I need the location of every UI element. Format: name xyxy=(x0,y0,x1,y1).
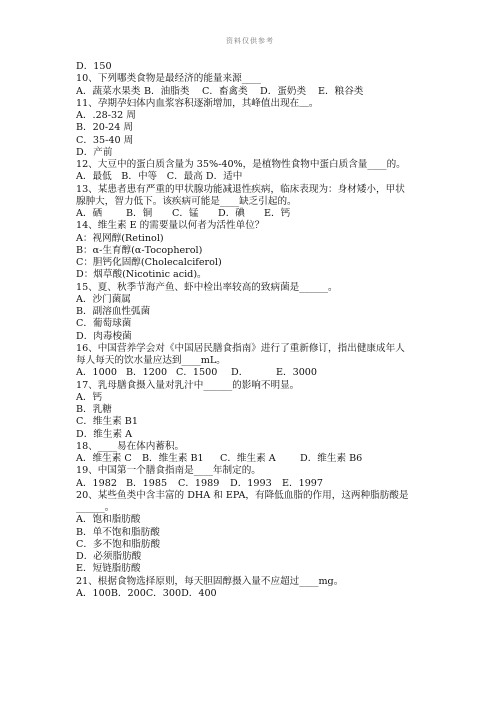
question-stem: 10、下列哪类食物是最经济的能量来源____ xyxy=(76,73,261,85)
option-item: C．1989 xyxy=(178,477,220,489)
option-item: B．1200 xyxy=(126,367,168,379)
option-item: C．维生素 A xyxy=(220,453,276,464)
text-line: A．沙门菌属 xyxy=(76,293,131,305)
option-item: D．蛋奶类 xyxy=(260,85,307,97)
option-item: B．200 xyxy=(110,587,146,599)
text-line: B．乳糖 xyxy=(76,404,112,415)
question-stem: 11、孕期孕妇体内血浆容积逐渐增加，其峰值出现在＿。 xyxy=(76,97,319,109)
option-row xyxy=(76,453,428,465)
question-stem: 17、乳母膳食摄入量对乳汁中______的影响不明显。 xyxy=(76,379,300,391)
option-item: C．畜禽类 xyxy=(202,85,248,97)
text-line: B．副溶血性弧菌 xyxy=(76,306,151,317)
option-item: D．1993 xyxy=(230,477,272,489)
text-line: D．150 xyxy=(76,61,112,72)
text-line: C．35-40 周 xyxy=(76,134,134,146)
option-item: B．维生素 B1 xyxy=(142,453,204,464)
option-item: D．维生素 B6 xyxy=(300,453,363,464)
text-line: C：胆钙化固醇(Cholecalciferol) xyxy=(76,257,222,268)
text-line: B：α-生育醇(α-Tocopherol) xyxy=(76,244,203,256)
text-line: D．肉毒梭菌 xyxy=(76,330,132,342)
exam-content xyxy=(76,61,428,600)
option-item: D．碘 xyxy=(218,208,245,219)
question-stem: 13、某患者患有严重的甲状腺功能减退性疾病，临床表现为：身材矮小，甲状 xyxy=(76,183,405,195)
question-stem: 18、____易在体内蓄积。 xyxy=(76,440,185,452)
option-item: E．粮谷类 xyxy=(318,85,364,97)
option-item: E．钙 xyxy=(264,208,291,219)
text-line: C．葡萄球菌 xyxy=(76,318,132,330)
option-item: B．油脂类 xyxy=(144,85,190,97)
text-line: ______。 xyxy=(76,502,115,513)
text-line: A．饱和脂肪酸 xyxy=(76,514,141,526)
text-line: 每人每天的饮水量应达到____mL。 xyxy=(76,355,226,366)
text-line: C．多不饱和脂肪酸 xyxy=(76,538,161,550)
text-line: A．最低 B．中等 C．最高 D．适中 xyxy=(76,171,243,183)
text-line: D．维生素 A xyxy=(76,428,133,440)
question-stem: 21、根据食物选择原则，每天胆固醇摄入量不应超过____mg。 xyxy=(76,575,344,587)
option-item: E．3000 xyxy=(276,367,318,379)
option-item: A．蔬菜水果类 xyxy=(76,85,141,97)
question-stem: 20、某些鱼类中含丰富的 DHA 和 EPA，有降低血脂的作用，这两种脂肪酸是 xyxy=(76,489,409,501)
text-line: D．产前 xyxy=(76,146,113,158)
text-line: B．20-24 周 xyxy=(76,122,133,134)
text-line: 腺肿大，智力低下。该疾病可能是____缺乏引起的。 xyxy=(76,195,297,207)
option-item: A．1982 xyxy=(76,477,117,489)
option-item: A．100 xyxy=(76,587,111,599)
question-stem: 12、大豆中的蛋白质含量为 35%-40%，是植物性食物中蛋白质含量____的。 xyxy=(76,159,406,170)
text-line: D：烟草酸(Nicotinic acid)。 xyxy=(76,269,207,281)
question-stem: 14、维生素 E 的需要量以何者为活性单位？ xyxy=(76,220,265,232)
text-line: E．短链脂肪酸 xyxy=(76,563,141,575)
option-row xyxy=(76,208,428,220)
question-stem: 19、中国第一个膳食指南是____年制定的。 xyxy=(76,465,261,477)
text-line: B．单不饱和脂肪酸 xyxy=(76,526,160,538)
option-item: D． xyxy=(231,367,249,379)
text-line: A．.28-32 周 xyxy=(76,110,136,121)
question-stem: 16、中国营养学会对《中国居民膳食指南》进行了重新修订，指出健康成年人 xyxy=(76,342,405,354)
option-item: B．1985 xyxy=(126,477,168,489)
option-row xyxy=(76,86,428,98)
option-item: C．300 xyxy=(145,587,182,599)
text-line: A：视网醇(Retinol) xyxy=(76,232,164,244)
text-line: D．必须脂肪酸 xyxy=(76,551,142,562)
option-item: C．1500 xyxy=(176,367,218,379)
option-item: D．400 xyxy=(181,587,217,599)
option-item: A．维生素 C xyxy=(76,453,132,464)
option-item: A．硒 xyxy=(76,208,103,219)
question-stem: 15、夏、秋季节海产鱼、虾中检出率较高的致病菌是______。 xyxy=(76,281,338,293)
text-line: C．维生素 B1 xyxy=(76,416,138,428)
option-row xyxy=(76,367,428,379)
option-item: B．铜 xyxy=(126,208,153,219)
page-header: 资料仅供参考 xyxy=(226,37,274,45)
option-item: A．1000 xyxy=(76,367,117,379)
option-row xyxy=(76,478,428,490)
option-item: E．1997 xyxy=(282,477,324,489)
option-row xyxy=(76,588,428,600)
text-line: A．钙 xyxy=(76,391,103,403)
option-item: C．锰 xyxy=(172,208,199,219)
